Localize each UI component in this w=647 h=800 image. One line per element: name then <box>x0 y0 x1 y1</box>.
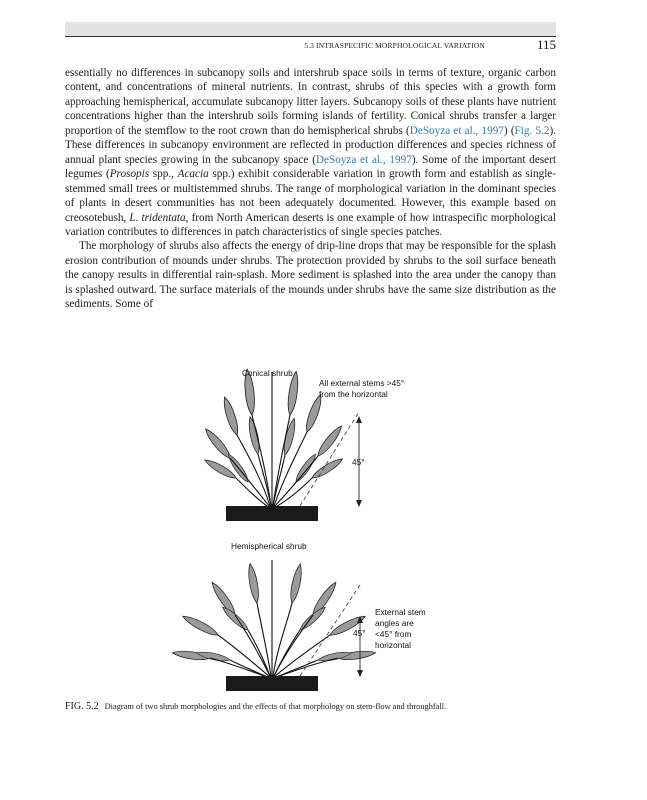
conical-note-line-2: from the horizontal <box>319 389 388 399</box>
text-run: spp.) exhibit considerable variation in growth form and establish as single-stemmed small trees or multistemmed shrubs. The range of morphological variation in the dominant species of plants in desert communities has not been adequately documented. However, this example based on creosotebush, <box>65 168 556 224</box>
hemispherical-arrow-down <box>357 670 363 677</box>
hemispherical-soil-block <box>226 676 318 691</box>
conical-arrow-down <box>356 500 362 507</box>
conical-title: Conical shrub <box>242 368 293 378</box>
italic-genus: Prosopis <box>109 168 150 181</box>
hemispherical-note-line-1: External stem <box>375 607 426 617</box>
body-text <box>65 66 556 312</box>
conical-stems <box>230 372 318 508</box>
page-number: 115 <box>536 37 556 52</box>
top-scan-bar <box>65 22 556 36</box>
hemispherical-note-line-3: <45° from <box>375 629 412 639</box>
paragraph-2: The morphology of shrubs also affects the energy of drip-line drops that may be responsible for the splash erosion contribution of mounds under shrubs. The protection provided by shrubs to the soil surface beneath the canopy results in differential rain-splash. More sediment is splashed into the area under the canopy than is splashed outward. The surface materials of the mounds under shrubs have the same size distribution as the sediments. Some of <box>65 240 556 311</box>
hemispherical-45-guide <box>300 585 360 676</box>
caption-text: Diagram of two shrub morphologies and the effects of that morphology on stem-flow and throughfall. <box>104 702 447 711</box>
header-rule <box>65 36 556 37</box>
hemispherical-leaves <box>172 563 376 663</box>
citation-link[interactable]: DeSoyza et al., 1997 <box>315 153 412 166</box>
figure-caption <box>65 701 556 713</box>
text-run: ). Some of the important desert legumes ( <box>65 153 556 181</box>
text-run: ). These differences in subcanopy environment are reflected in production differences and species richness of annual plant species growing in the subcanopy space ( <box>65 124 556 166</box>
paragraph-1 <box>65 66 556 239</box>
conical-arrow-up <box>356 416 362 423</box>
italic-species: L. tridentata, <box>129 211 189 224</box>
figure-5-2 <box>0 360 647 700</box>
text-run: from North American deserts is one example of how intraspecific morphological variation contributes to differences in patch characteristics of single species patches. <box>65 211 556 238</box>
shrub-diagram <box>0 360 647 700</box>
text-run: ) ( <box>503 124 515 137</box>
running-head: 5.3 INTRASPECIFIC MORPHOLOGICAL VARIATION <box>304 41 485 50</box>
text-run: spp., <box>149 168 178 181</box>
hemispherical-note-line-2: angles are <box>375 618 414 628</box>
italic-genus: Acacia <box>177 168 209 181</box>
hemispherical-title: Hemispherical shrub <box>231 541 307 551</box>
conical-soil-block <box>226 506 318 521</box>
citation-link[interactable]: DeSoyza et al., 1997 <box>409 124 504 137</box>
conical-angle-label: 45° <box>352 457 365 467</box>
text-run: essentially no differences in subcanopy soils and intershrub space soils in terms of texture, organic carbon content, and concentrations of mineral nutrients. In contrast, shrubs of this species with a growth form approaching hemispherical, accumulate subcanopy litter layers. Subcanopy soils of these plants have nutrient concentrations higher than the intershrub soils forming islands of fertility. Conical shrubs transfer a larger proportion of the stemflow to the root crown than do hemispherical shrubs ( <box>65 67 556 137</box>
hemispherical-shrub <box>172 560 376 691</box>
conical-note-line-1: All external stems >45° <box>319 378 405 388</box>
caption-figure-number: FIG. 5.2 <box>65 701 99 712</box>
figure-link[interactable]: Fig. 5.2 <box>514 124 550 137</box>
hemispherical-note-line-4: horizontal <box>375 640 411 650</box>
hemispherical-angle-label: 45° <box>353 628 366 638</box>
